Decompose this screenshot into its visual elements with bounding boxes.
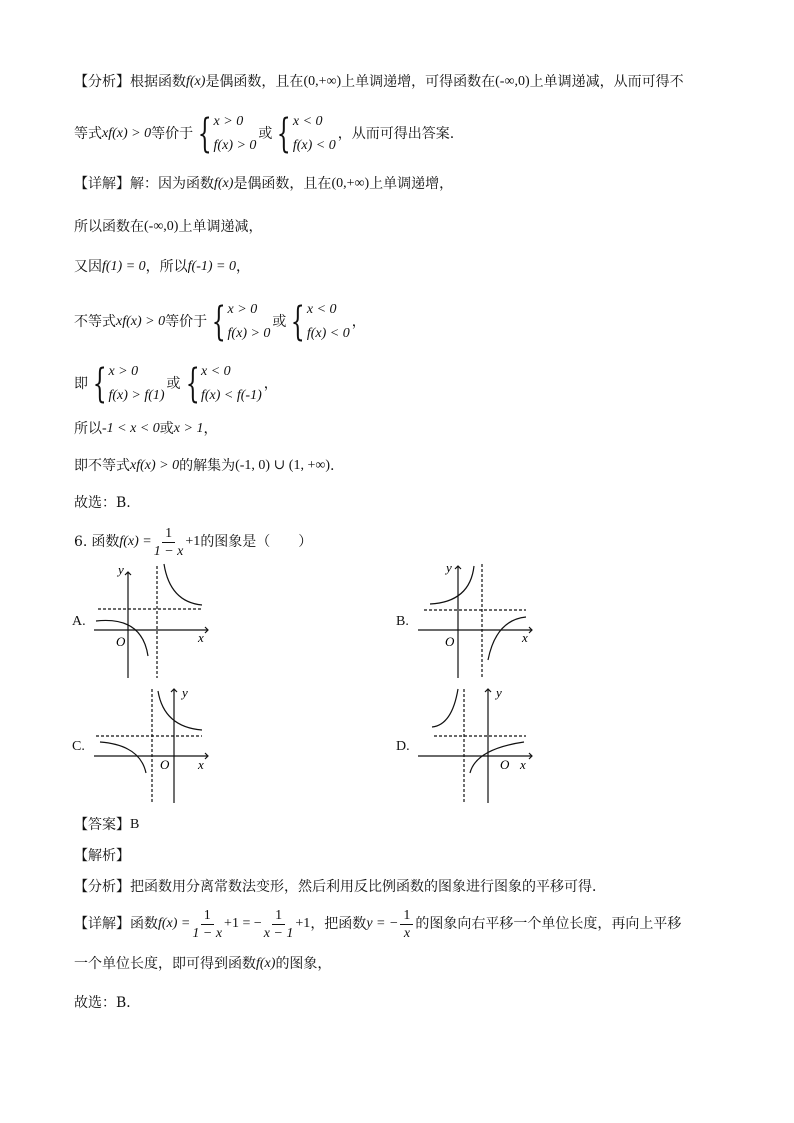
detail-tag: 【详解】 — [74, 176, 130, 192]
y-label: y — [496, 685, 502, 700]
detail2-line-2: 一个单位长度，即可得到函数 f(x) 的图象， — [74, 956, 332, 972]
answer-line — [74, 817, 139, 834]
detail-line-1: 【详解】 解：因为函数 f(x) 是偶函数，且在 (0,+∞) 上单调递增， — [74, 176, 454, 192]
jiexi-line: 【解析】 — [74, 848, 130, 864]
detail-choose: 故选：B. — [74, 495, 131, 511]
detail-line-4: 不等式 xf(x) > 0 等价于 { x > 0 f(x) > 0 或 { x < 0 f(x) < 0 ， — [74, 299, 366, 345]
x-label: x — [520, 757, 526, 772]
system-b-detail: { x < 0 f(x) < 0 — [291, 299, 350, 345]
curve-lower — [100, 742, 146, 773]
origin-label: O — [160, 757, 170, 772]
analysis-line-2: 等式 xf(x) > 0 等价于 { x > 0 f(x) > 0 或 { x < 0 f(x) < 0 ，从而可得出答案. — [74, 111, 455, 157]
graph-b — [414, 560, 544, 682]
origin-label: O — [116, 634, 126, 649]
graph-d — [414, 685, 544, 807]
detail-line-7: 即不等式 xf(x) > 0 的解集为 (-1, 0) ∪ (1, +∞) . — [74, 458, 335, 474]
fraction-2: $\frac{1}{x - 1}$ — [263, 908, 294, 941]
system-a: { x > 0 f(x) > 0 — [197, 111, 257, 157]
analysis-tag: 【分析】 — [74, 74, 130, 90]
detail2-choose: 故选：B． — [74, 995, 141, 1011]
detail-line-2: 所以函数在 (-∞,0) 上单调递减， — [74, 219, 263, 235]
detail2-line-1: 【详解】 函数 f(x) = $\frac{1}{1 - x}$ +1 = − $\frac{1}{x - 1}$ +1 ，把函数 y = − $\frac{1}{x}$ 的图象向右平移一个单位长度，再向上平移 — [74, 908, 682, 941]
detail-line-5: 即 { x > 0 f(x) > f(1) 或 { x < 0 f(x) < f(-1) ， — [74, 361, 278, 407]
origin-label: O — [445, 634, 455, 649]
system-a-detail: { x > 0 f(x) > 0 — [211, 299, 271, 345]
curve-right — [488, 617, 526, 660]
fraction-3: $\frac{1}{x}$ — [400, 907, 413, 942]
analysis2-line: 【分析】 把函数用分离常数法变形，然后利用反比例函数的图象进行图象的平移可得． — [74, 879, 606, 895]
origin-label: O — [500, 757, 510, 772]
y-label: y — [182, 685, 188, 700]
fraction-1: $\frac{1}{1 - x}$ — [192, 908, 223, 941]
graph-a — [90, 560, 220, 682]
answer-value: B — [130, 817, 140, 832]
curve-left — [430, 566, 474, 604]
system-b: { x < 0 f(x) < 0 — [277, 111, 336, 157]
option-a-label: A. — [72, 614, 86, 629]
question-6: 6. 函数 f(x) = $\frac{1}{1 - x}$ +1 的图象是（ ） — [74, 526, 313, 559]
option-b-label: B. — [396, 614, 409, 629]
x-label: x — [198, 757, 204, 772]
fraction: $\frac{1}{1 - x}$ — [153, 526, 184, 559]
detail-line-3: 又因 f(1) = 0 ，所以 f(-1) = 0 ， — [74, 259, 250, 275]
system-d: { x < 0 f(x) < f(-1) — [185, 361, 262, 407]
graph-c — [90, 685, 220, 807]
option-c-label: C. — [72, 739, 85, 754]
option-d-label: D. — [396, 739, 410, 754]
y-label: y — [446, 560, 452, 575]
curve-upper — [164, 564, 202, 605]
analysis-line-1: 【分析】 根据函数 f(x) 是偶函数，且在 (0,+∞) 上单调递增，可得函数在 (-∞,0) 上单调递减，从而可得不 — [74, 74, 684, 90]
answer-tag: 【答案】 — [74, 817, 130, 833]
system-c: { x > 0 f(x) > f(1) — [92, 361, 165, 407]
curve-left — [432, 689, 458, 727]
x-label: x — [198, 630, 204, 645]
curve-upper — [158, 691, 202, 730]
x-label: x — [522, 630, 528, 645]
detail-line-6: 所以 -1 < x < 0 或 x > 1 ， — [74, 421, 218, 437]
curve-right — [470, 742, 524, 773]
y-label: y — [118, 562, 124, 577]
